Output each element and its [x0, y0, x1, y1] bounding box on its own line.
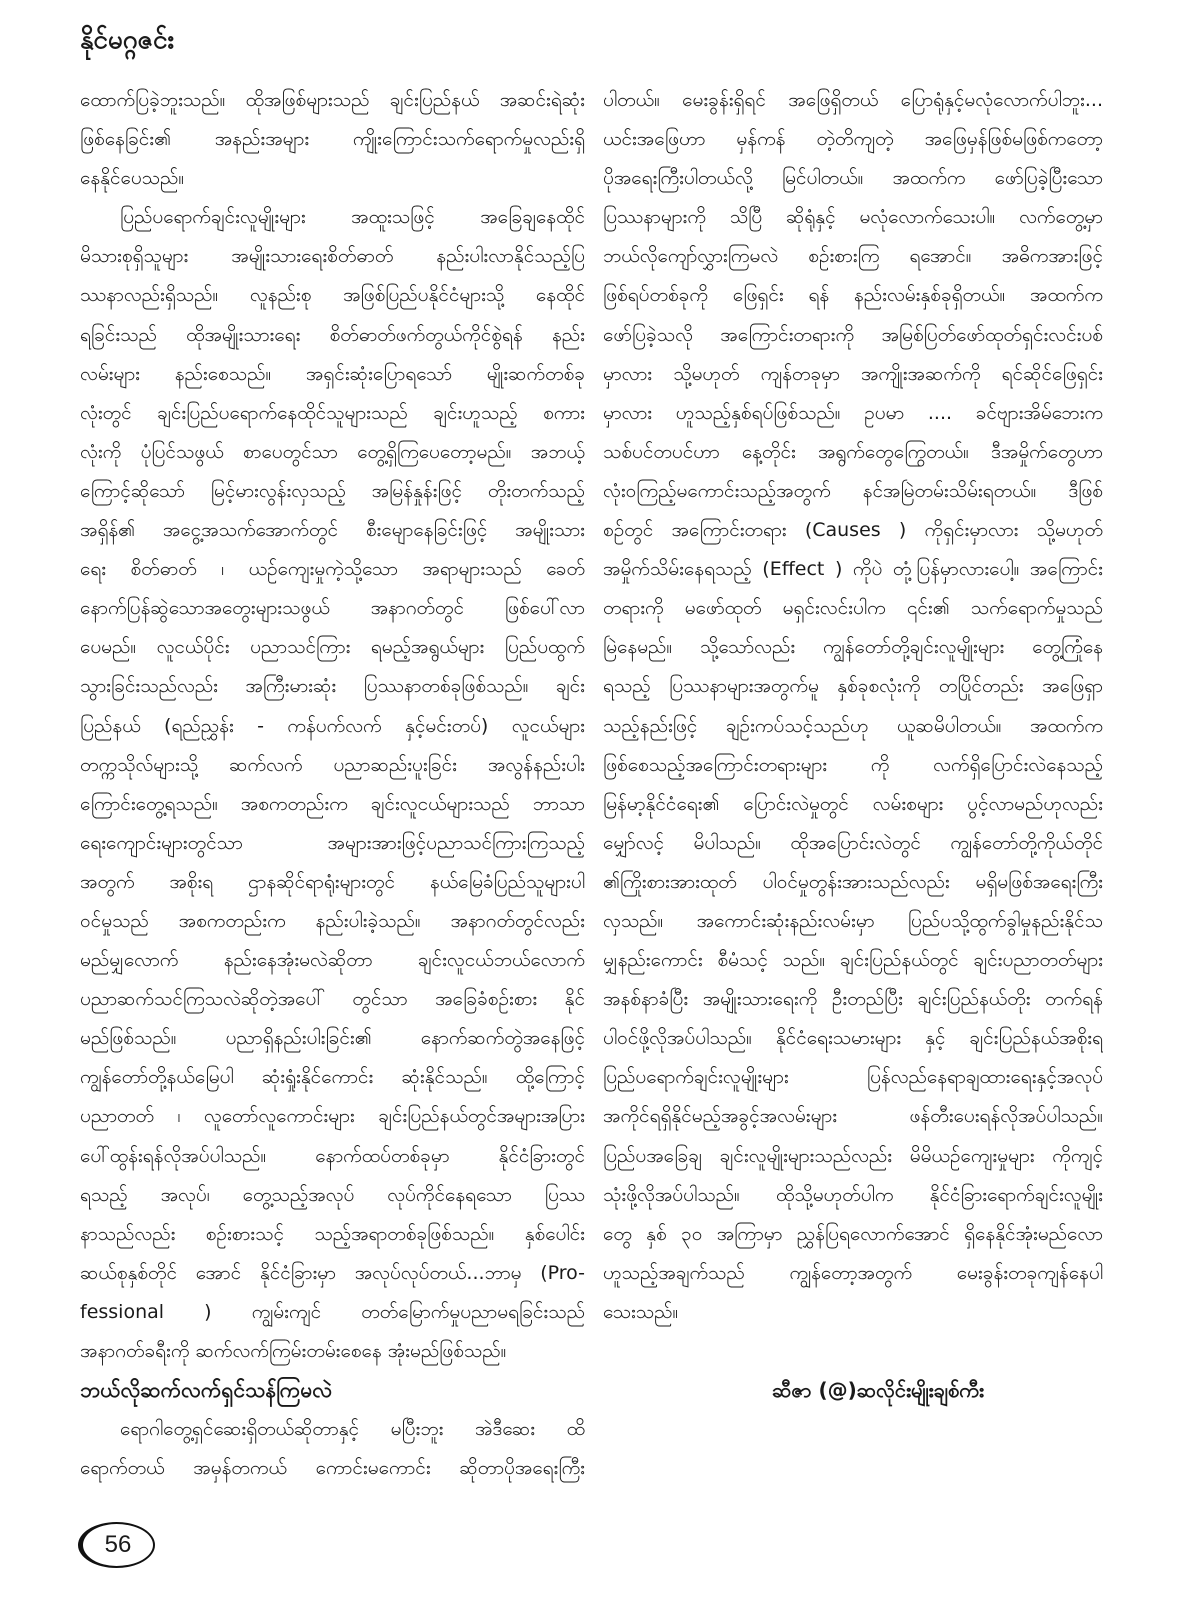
text-line: ၏ကြိုးစားအားထုတ် ပါဝင်မှုတွန်းအားသည်လည်း မရှိမဖြစ်အရေးကြီး — [603, 870, 1103, 893]
text-line: ရေး စိတ်ဓာတ် ၊ ယဉ်ကျေးမှုကဲ့သို့သော အရာများသည် ခေတ် — [80, 558, 585, 581]
page-number: 56 — [78, 1522, 155, 1568]
text-line: သေးသည်။ — [603, 1300, 679, 1323]
text-line: မျှနည်းကောင်း စီမံသင့် သည်။ ချင်းပြည်နယ်တွင် ချင်းပညာတတ်များ — [603, 949, 1103, 972]
text-line: ယင်းအဖြေဟာ မှန်ကန် တဲ့တိကျတဲ့ အဖြေမှန်ဖြစ်မဖြစ်ကတော့ — [603, 128, 1103, 151]
paragraph — [80, 1410, 585, 1488]
text-line: အနစ်နာခံပြီး အမျိုးသားရေးကို ဦးတည်ပြီး ချင်းပြည်နယ်တိုး တက်ရန် — [603, 988, 1103, 1011]
text-line: သစ်ပင်တပင်ဟာ နေ့တိုင်း အရွက်တွေကြွေတယ်။ ဒီအမှိုက်တွေဟာ — [603, 440, 1103, 463]
text-line: ဟူသည့်အချက်သည် ကျွန်တော့အတွက် မေးခွန်းတခုကျန်နေပါ — [603, 1261, 1103, 1284]
text-line: နောက်ပြန်ဆွဲသောအတွေးများသဖွယ် အနာဂတ်တွင် ဖြစ်ပေါ်လာ — [80, 597, 585, 620]
text-line: သုံးဖို့လိုအပ်ပါသည်။ ထိုသို့မဟုတ်ပါက နိုင်ငံခြားရောက်ချင်းလူမျိုး — [603, 1183, 1103, 1206]
text-line: မြန်မာ့နိုင်ငံရေး၏ ပြောင်းလဲမှုတွင် လမ်းစများ ပွင့်လာမည်ဟုလည်း — [603, 792, 1103, 815]
text-line: ပေါ်ထွန်းရန်လိုအပ်ပါသည်။ နောက်ထပ်တစ်ခုမှာ နိုင်ငံခြားတွင် — [80, 1144, 585, 1167]
text-line: မည်ဖြစ်သည်။ ပညာရှိနည်းပါးခြင်း၏ နောက်ဆက်တွဲအနေဖြင့် — [80, 1027, 585, 1050]
text-line: အမှိုက်သိမ်းနေရသည့် (Effect ) ကိုပဲ တုံ့ပြန်မှာလားပေါ့။ အကြောင်း — [603, 558, 1103, 581]
text-line: လုံးကို ပုံပြင်သဖွယ် စာပေတွင်သာ တွေ့ရှိကြပေတော့မည်။ အဘယ့် — [80, 440, 585, 463]
text-line: အရှိန်၏ အငွေ့အသက်အောက်တွင် စီးမျောနေခြင်းဖြင့် အမျိုးသား — [80, 519, 585, 542]
paragraph — [603, 81, 1103, 1332]
text-line: fessional ) ကျွမ်းကျင် တတ်မြောက်မှုပညာမရခြင်းသည် — [80, 1300, 585, 1323]
text-line: ရေးကျောင်းများတွင်သာ အများအားဖြင့်ပညာသင်ကြားကြသည့် — [80, 831, 585, 854]
section-heading: ဘယ်လိုဆက်လက်ရှင်သန်ကြမလဲ — [80, 1378, 333, 1403]
text-line: အနာဂတ်ခရီးကို ဆက်လက်ကြမ်းတမ်းစေနေ အုံးမည်ဖြစ်သည်။ — [80, 1340, 507, 1362]
text-line: အကိုင်ရရှိနိုင်မည့်အခွင့်အလမ်းများ ဖန်တီးပေးရန်လိုအပ်ပါသည်။ — [603, 1105, 1103, 1128]
text-line: ဿနာလည်းရှိသည်။ လူနည်းစု အဖြစ်ပြည်ပနိုင်ငံများသို့ နေထိုင် — [80, 284, 585, 307]
text-line: ဖြစ်ရပ်တစ်ခုကို ဖြေရှင်း ရန် နည်းလမ်းနှစ်ခုရှိတယ်။ အထက်က — [603, 284, 1103, 307]
text-line: ဖော်ပြခဲ့သလို အကြောင်းတရားကို အမြစ်ပြတ်ဖော်ထုတ်ရှင်းလင်းပစ် — [603, 323, 1103, 346]
text-line: ပိုအရေးကြီးပါတယ်လို့ မြင်ပါတယ်။ အထက်က ဖော်ပြခဲ့ပြီးသော — [603, 167, 1103, 190]
text-line: အတွက် အစိုးရ ဌာနဆိုင်ရာရုံးများတွင် နယ်မြေခံပြည်သူများပါ — [80, 870, 585, 893]
text-line: ပါဝင်ဖို့လိုအပ်ပါသည်။ နိုင်ငံရေးသမားများ နှင့် ချင်းပြည်နယ်အစိုးရ — [603, 1027, 1103, 1050]
text-line: ရောဂါတွေ့ရှင်ဆေးရှိတယ်ဆိုတာနှင့် မပြီးဘူး အဲဒီဆေး ထိ — [120, 1418, 585, 1441]
text-line: သွားခြင်းသည်လည်း အကြီးမားဆုံး ပြဿနာတစ်ခုဖြစ်သည်။ ချင်း — [80, 675, 585, 698]
text-line: ရသည့် အလုပ်၊ တွေ့သည့်အလုပ် လုပ်ကိုင်နေရသော ပြဿ — [80, 1183, 585, 1206]
text-line: နာသည်လည်း စဉ်းစားသင့် သည့်အရာတစ်ခုဖြစ်သည်။ နှစ်ပေါင်း — [80, 1222, 585, 1245]
spacer — [603, 1332, 1103, 1371]
text-line: ဖြစ်နေခြင်း၏ အနည်းအများ ကျိုးကြောင်းသက်ရောက်မှုလည်းရှိ — [80, 128, 585, 151]
right-column — [603, 81, 1103, 1410]
text-line: နေနိုင်ပေသည်။ — [80, 167, 185, 190]
text-line: ကြောင်းတွေ့ရသည်။ အစကတည်းက ချင်းလူငယ်များသည် ဘာသာ — [80, 792, 585, 815]
text-line: ထောက်ပြခဲ့ဘူးသည်။ ထိုအဖြစ်များသည် ချင်းပြည်နယ် အဆင်းရဲဆုံး — [80, 89, 585, 111]
text-line: တက္ကသိုလ်များသို့ ဆက်လက် ပညာဆည်းပူးခြင်း အလွန်နည်းပါး — [80, 753, 585, 776]
text-line: ပညာဆက်သင်ကြသလဲဆိုတဲ့အပေါ် တွင်သာ အခြေခံစဉ်းစား နိုင် — [80, 988, 585, 1011]
text-line: ဆယ်စုနှစ်တိုင် အောင် နိုင်ငံခြားမှာ အလုပ်လုပ်တယ်...ဘာမှ (Pro- — [80, 1261, 585, 1284]
paragraph — [80, 81, 585, 198]
text-line: စဉ်တွင် အကြောင်းတရား (Causes ) ကိုရှင်းမှာလား သို့မဟုတ် — [603, 519, 1103, 542]
text-line: လုံးတွင် ချင်းပြည်ပရောက်နေထိုင်သူများသည် ချင်းဟူသည့် စကား — [80, 401, 585, 424]
text-line: ဝင်မှုသည် အစကတည်းက နည်းပါးခဲ့သည်။ အနာဂတ်တွင်လည်း — [80, 909, 585, 932]
text-line: ပြည်ပရောက်ချင်းလူမျိုးများ အထူးသဖြင့် အခြေချနေထိုင် — [120, 206, 585, 229]
text-line: မည်မျှလောက် နည်းနေအုံးမလဲဆိုတာ ချင်းလူငယ်ဘယ်လောက် — [80, 949, 585, 972]
text-line: မှာလား ဟူသည့်နှစ်ရပ်ဖြစ်သည်။ ဥပမာ .... ခင်ဗျားအိမ်ဘေးက — [603, 401, 1103, 424]
text-line: မိသားစုရှိသူများ အမျိုးသားရေးစိတ်ဓာတ် နည်းပါးလာနိုင်သည့်ပြ — [80, 245, 585, 268]
text-line: မှာလား သို့မဟုတ် ကျန်တခုမှာ အကျိုးအဆက်ကို ရင်ဆိုင်ဖြေရှင်း — [603, 362, 1103, 385]
text-line: တရားကို မဖော်ထုတ် မရှင်းလင်းပါက ၎င်း၏ သက်ရောက်မှုသည် — [603, 597, 1103, 620]
text-line: ပြဿနာများကို သိပြီ ဆိုရုံနှင့် မလုံလောက်သေးပါ။ လက်တွေ့မှာ — [603, 206, 1103, 229]
text-line: မျှော်လင့် မိပါသည်။ ထိုအပြောင်းလဲတွင် ကျွန်တော်တို့ကိုယ်တိုင် — [603, 831, 1103, 854]
text-line: လမ်းများ နည်းစေသည်။ အရှင်းဆုံးပြောရသော် မျိုးဆက်တစ်ခု — [80, 362, 585, 385]
text-line: ဖြစ်စေသည့်အကြောင်းတရားများ ကို လက်ရှိပြောင်းလဲနေသည့် — [603, 753, 1103, 776]
text-line: ပြည်ပအခြေချ ချင်းလူမျိုးများသည်လည်း မိမိယဉ်ကျေးမှုများ ကိုကျင့် — [603, 1144, 1103, 1167]
text-line: ပညာတတ် ၊ လူတော်လူကောင်းများ ချင်းပြည်နယ်တွင်အများအပြား — [80, 1105, 585, 1128]
text-line: ပေမည်။ လူငယ်ပိုင်း ပညာသင်ကြား ရမည့်အရွယ်များ ပြည်ပထွက် — [80, 636, 585, 659]
text-line: ရသည့် ပြဿနာများအတွက်မူ နှစ်ခုစလုံးကို တပြိုင်တည်း အဖြေရှာ — [603, 675, 1103, 698]
text-line: တွေ နှစ် ၃၀ အကြာမှာ ညွှန်ပြရလောက်အောင် ရှိနေနိုင်အုံးမည်လော — [603, 1222, 1103, 1245]
magazine-title: နိုင်မဂ္ဂဇင်း — [80, 25, 175, 55]
text-line: ပြည်နယ် (ရည်ညွှန်း - ကန်ပက်လက် နှင့်မင်းတပ်) လူငယ်များ — [80, 714, 585, 737]
text-line: ရောက်တယ် အမှန်တကယ် ကောင်းမကောင်း ဆိုတာပိုအရေးကြီး — [80, 1457, 585, 1480]
text-line: သည့်နည်းဖြင့် ချဉ်းကပ်သင့်သည်ဟု ယူဆမိပါတယ်။ အထက်က — [603, 714, 1103, 737]
left-column — [80, 81, 585, 1488]
text-line: ပြည်ပရောက်ချင်းလူမျိုးများ ပြန်လည်နေရာချထားရေးနှင့်အလုပ် — [603, 1066, 1103, 1089]
text-line: ရခြင်းသည် ထိုအမျိုးသားရေး စိတ်ဓာတ်ဖက်တွယ်ကိုင်စွဲရန် နည်း — [80, 323, 585, 346]
text-line: မြဲနေမည်။ သို့သော်လည်း ကျွန်တော်တို့ချင်းလူမျိုးများ တွေ့ကြုံနေ — [603, 636, 1103, 659]
text-line: လုံးဝကြည့်မကောင်းသည့်အတွက် နင်အမြဲတမ်းသိမ်းရတယ်။ ဒီဖြစ် — [603, 479, 1103, 502]
text-line: ကြောင့်ဆိုသော် မြင့်မားလွန်းလှသည့် အမြန်နှုန်းဖြင့် တိုးတက်သည့် — [80, 479, 585, 502]
paragraph — [80, 198, 585, 1371]
text-line: ပါတယ်။ မေးခွန်းရှိရင် အဖြေရှိတယ် ပြောရုံနှင့်မလုံလောက်ပါဘူး... — [603, 89, 1103, 111]
author-byline: ဆီဇာ (@)ဆလိုင်းမျိုးချစ်ကီး — [772, 1378, 984, 1403]
text-line: ဘယ်လိုကျော်လွှားကြမလဲ စဉ်းစားကြ ရအောင်။ အဓိကအားဖြင့် — [603, 245, 1103, 268]
text-line: လှသည်။ အကောင်းဆုံးနည်းလမ်းမှာ ပြည်ပသို့ထွက်ခွါမှုနည်းနိုင်သ — [603, 909, 1103, 932]
text-line: ကျွန်တော်တို့နယ်မြေပါ ဆုံးရှုံးနိုင်ကောင်း ဆုံးနိုင်သည်။ ထို့ကြောင့် — [80, 1066, 585, 1089]
